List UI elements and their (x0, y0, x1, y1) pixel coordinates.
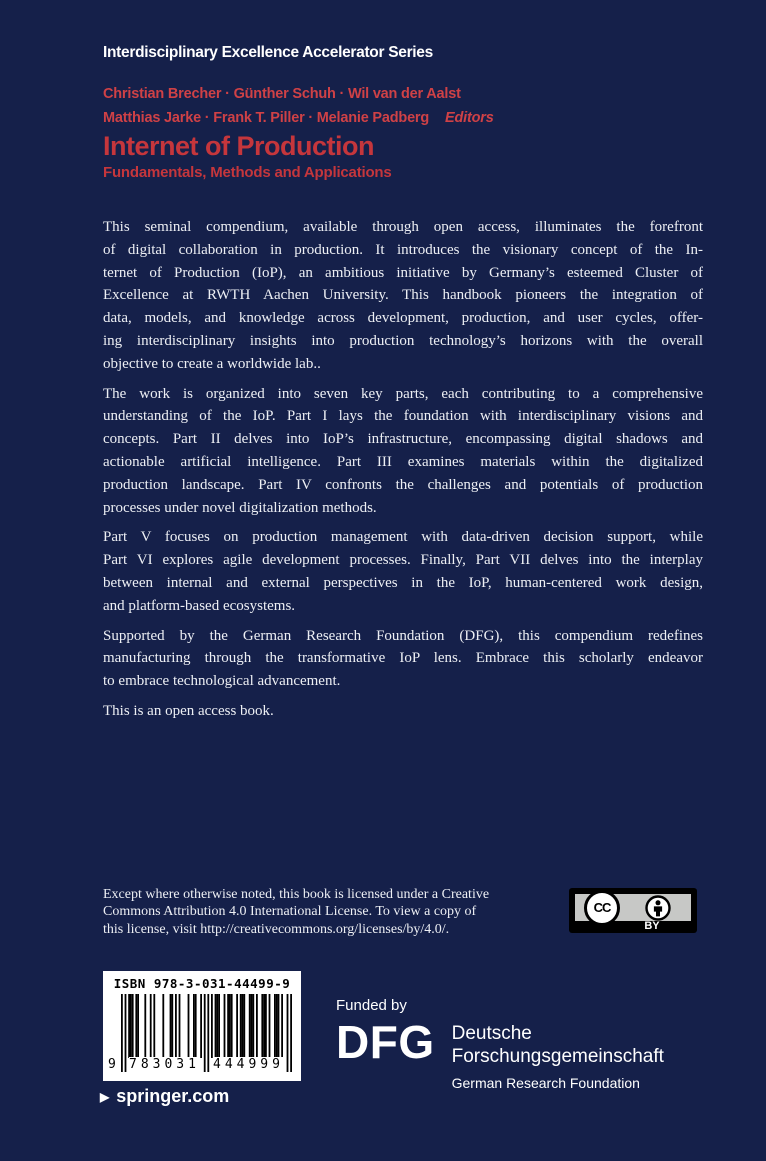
dfg-name-de-line1: Deutsche (451, 1023, 532, 1044)
synopsis-paragraph (103, 383, 703, 520)
synopsis-line: objective to create a worldwide lab.. (103, 355, 321, 372)
synopsis-line: of digital collaboration in production. It introduces the visionary concept of the In- (103, 241, 703, 258)
synopsis-line: Part VI explores agile development processes. Finally, Part VII delves into the interplay (103, 552, 703, 569)
authors-line-2 (103, 106, 723, 130)
header (103, 43, 723, 181)
cc-by-badge (569, 888, 697, 933)
funded-by-label: Funded by (336, 997, 407, 1014)
synopsis-line: This is an open access book. (103, 702, 274, 719)
synopsis-paragraph (103, 526, 703, 617)
springer-url: springer.com (116, 1086, 230, 1106)
license-line: this license, visit http://creativecommons.org/licenses/by/4.0/. (103, 921, 450, 937)
barcode-digits-left: 783031 (129, 1057, 200, 1072)
authors-line-2-names: Matthias Jarke · Frank T. Piller · Melanie Padberg (103, 110, 430, 126)
cc-badge-band (575, 894, 691, 921)
dfg-name-de-line2: Forschungsgemeinschaft (451, 1045, 664, 1067)
cc-icon (584, 890, 620, 926)
synopsis-line: ing interdisciplinary insights into production technology’s horizons with the overall (103, 332, 703, 349)
authors-line-1: Christian Brecher · Günther Schuh · Wil van der Aalst (103, 86, 461, 102)
synopsis-paragraph (103, 700, 703, 723)
springer-arrow-icon: ▶ (100, 1089, 110, 1104)
synopsis-line: understanding of the IoP. Part I lays the foundation with interdisciplinary visions and (103, 408, 703, 425)
isbn-barcode-box (103, 971, 301, 1081)
authors-block (103, 82, 723, 130)
person-icon (644, 894, 672, 922)
synopsis-line: to embrace technological advancement. (103, 673, 341, 690)
synopsis-line: manufacturing through the transformative IoP lens. Embrace this scholarly endeavor (103, 650, 703, 667)
dfg-names (452, 1022, 664, 1091)
synopsis-line: data, models, and knowledge across development, production, and user cycles, offer- (103, 310, 703, 327)
license-line: Commons Attribution 4.0 International License. To view a copy of (103, 904, 477, 920)
license-text (103, 886, 563, 938)
springer-footer (100, 1086, 229, 1107)
synopsis-line: ternet of Production (IoP), an ambitious initiative by Germany’s esteemed Cluster of (103, 264, 703, 281)
synopsis-line: and platform-based ecosystems. (103, 597, 296, 614)
synopsis-paragraph (103, 216, 703, 376)
synopsis-line: between internal and external perspectives in the IoP, human-centered work design, (103, 574, 703, 591)
synopsis-line: This seminal compendium, available through open access, illuminates the forefront (103, 219, 703, 235)
synopsis-line: processes under novel digitalization methods. (103, 499, 377, 516)
barcode-digit-first: 9 (108, 1057, 116, 1072)
editors-label: Editors (445, 110, 494, 126)
series-title: Interdisciplinary Excellence Accelerator Series (103, 44, 433, 61)
funding-block (336, 997, 664, 1091)
synopsis-line: The work is organized into seven key parts, each contributing to a comprehensive (103, 385, 703, 402)
barcode-digits-right: 444999 (213, 1057, 284, 1072)
book-subtitle: Fundamentals, Methods and Applications (103, 164, 392, 181)
synopsis-line: concepts. Part II delves into IoP’s infrastructure, encompassing digital shadows and (103, 431, 703, 448)
license-line: Except where otherwise noted, this book is licensed under a Creative (103, 887, 490, 902)
synopsis-line: Excellence at RWTH Aachen University. This handbook pioneers the integration of (103, 287, 703, 304)
synopsis (103, 216, 703, 730)
synopsis-paragraph (103, 625, 703, 693)
isbn-label: ISBN 978-3-031-44499-9 (113, 976, 291, 991)
dfg-logo: DFG (336, 1016, 435, 1068)
synopsis-line: Supported by the German Research Foundation (DFG), this compendium redefines (103, 627, 703, 644)
cc-icon-label: CC (593, 900, 611, 915)
cc-by-label: BY (644, 920, 660, 932)
book-title: Internet of Production (103, 131, 374, 161)
dfg-name-en: German Research Foundation (451, 1075, 640, 1091)
barcode-area (108, 994, 293, 1072)
synopsis-line: production landscape. Part IV confronts the challenges and potentials of production (103, 476, 703, 493)
dfg-logo-row (336, 1016, 664, 1091)
synopsis-line: Part V focuses on production management with data-driven decision support, while (103, 529, 703, 546)
synopsis-line: actionable artificial intelligence. Part III examines materials within the digitalized (103, 453, 703, 470)
